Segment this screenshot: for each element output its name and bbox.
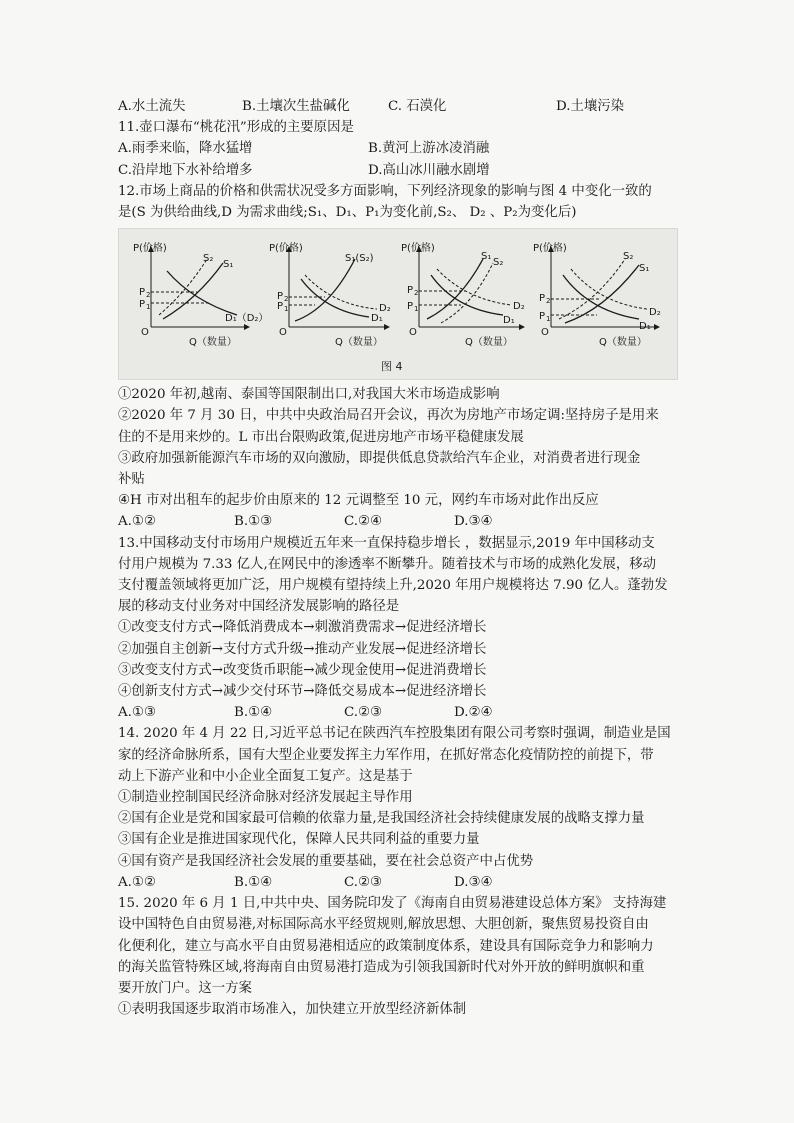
q10-option-c: C. 石漠化 [388, 99, 447, 114]
q12-answers [118, 511, 686, 532]
q10-option-d: D.土壤污染 [556, 99, 625, 114]
graph-3-s2-label: S₂ [493, 257, 504, 269]
q14-answers [118, 872, 686, 893]
graph-4-d2-curve [571, 269, 647, 309]
q15-item-1: ①表明我国逐步取消市场准入，加快建立开放型经济新体制 [118, 1002, 467, 1018]
graph-3-s1-curve [427, 259, 483, 319]
q11-options-row1 [118, 138, 686, 159]
q13-answers [118, 702, 686, 723]
q15-stem-line3: 化便利化，建立与高水平自由贸易港相适应的政策制度体系，建设具有国际竞争力和影响力 [118, 938, 654, 954]
graph-2-x-label: Q（数量） [335, 337, 383, 349]
graph-2-d1-label: D₁ [371, 313, 383, 325]
q14-item-3: ③国有企业是推进国家现代化，保障人民共同利益的重要力量 [118, 832, 480, 848]
q14-item-4: ④国有资产是我国经济社会发展的重要基础，要在社会总资产中占优势 [118, 853, 534, 869]
graph-4-y-label: P(价格) [533, 243, 567, 255]
q12-item-3-cont: 补贴 [118, 472, 145, 488]
graph-4-d1-label: D₁ [639, 321, 651, 333]
graph-2-y-label: P(价格) [269, 243, 303, 255]
graph-4-s2-label: S₂ [623, 251, 634, 263]
graph-1 [133, 241, 268, 348]
q11-option-b: B.黄河上游冰凌消融 [368, 141, 490, 157]
svg-text:2: 2 [414, 289, 419, 298]
q12-stem-line1: 12.市场上商品的价格和供需状况受多方面影响，下列经济现象的影响与图 4 中变化一致的 [118, 183, 652, 199]
graph-1-x-label: Q（数量） [189, 337, 237, 349]
svg-text:1: 1 [546, 315, 551, 324]
graph-4-p1: P [539, 311, 546, 323]
graph-4-s1-label: S₁ [639, 263, 650, 275]
graph-4-origin: O [541, 327, 549, 339]
q10-options [118, 96, 686, 117]
q13-item-1: ①改变支付方式→降低消费成本→刺激消费需求→促进经济增长 [118, 620, 487, 636]
q12-item-2: ②2020 年 7 月 30 日，中共中央政治局召开会议，再次为房地产市场定调:坚持房子是用来 [118, 408, 659, 424]
graph-3-d1-label: D₁ [503, 315, 515, 327]
q11-stem: 11.壶口瀑布“桃花汛”形成的主要原因是 [118, 120, 354, 136]
graph-4-s1-curve [565, 265, 639, 323]
graph-3-d2-label: D₂ [513, 301, 525, 313]
svg-text:2: 2 [284, 295, 289, 304]
q11-option-d: D.高山冰川融水剧增 [368, 162, 490, 178]
q14-answer-a: A.①② [118, 874, 156, 890]
graph-1-d-curve [167, 271, 237, 315]
graph-3-x-label: Q（数量） [465, 337, 513, 349]
q13-stem-line2: 付用户规模为 7.33 亿人,在网民中的渗透率不断攀升。随着技术与市场的成熟化发展，移动 [118, 556, 657, 572]
svg-text:1: 1 [414, 305, 419, 314]
svg-text:2: 2 [546, 297, 551, 306]
q12-item-2-cont: 住的不是用来炒的。L 市出台限购政策,促进房地产市场平稳健康发展 [118, 429, 524, 445]
figure-caption: 图 4 [381, 360, 403, 374]
graph-2-d2-label: D₂ [379, 303, 391, 315]
q12-stem-line2: 是(S 为供给曲线,D 为需求曲线;S₁、D₁、P₁为变化前,S₂、 D₂ 、P₂为变化后) [118, 205, 577, 221]
graph-4-p2: P [539, 293, 546, 305]
graph-3-p2: P [407, 285, 414, 297]
figure-4 [118, 228, 678, 380]
q11-option-c: C.沿岸地下水补给增多 [118, 162, 253, 178]
q12-item-4: ④H 市对出租车的起步价由原来的 12 元调整至 10 元，网约车市场对此作出反应 [118, 493, 599, 509]
q15-stem-line1: 15. 2020 年 6 月 1 日,中共中央、国务院印发了《海南自由贸易港建设总体方案》 支持海建 [118, 896, 667, 912]
q15-stem-line4: 的海关监管特殊区域,将海南自由贸易港打造成为引领我国新时代对外开放的鲜明旗帜和重 [118, 959, 645, 975]
q14-answer-d: D.③④ [454, 874, 493, 890]
q13-stem-line3: 支付覆盖领域将更加广泛，用户规模有望持续上升,2020 年用户规模将达 7.90 亿人。蓬勃发 [118, 578, 668, 594]
graph-1-s1-curve [163, 263, 223, 319]
q12-answer-b: B.①③ [234, 514, 273, 530]
q10-option-a: A.水土流失 [118, 99, 186, 114]
graph-1-y-label: P(价格) [133, 243, 167, 255]
graph-3-s1-label: S₁ [481, 251, 492, 263]
q12-answer-d: D.③④ [454, 514, 493, 530]
graph-2-p2: P [277, 291, 284, 303]
graph-1-p1: P [139, 299, 146, 311]
graph-1-p2: P [139, 287, 146, 299]
q14-item-1: ①制造业控制国民经济命脉对经济发展起主导作用 [118, 790, 413, 806]
graph-3-y-label: P(价格) [401, 243, 435, 255]
q14-answer-b: B.①④ [234, 874, 273, 890]
graph-4-x-label: Q（数量） [599, 337, 647, 349]
q14-answer-c: C.②③ [344, 874, 383, 890]
graph-1-origin: O [141, 327, 149, 339]
q13-item-3: ③改变支付方式→改变货币职能→减少现金使用→促进消费增长 [118, 662, 487, 678]
q12-answer-a: A.①② [118, 514, 156, 530]
graph-2-d2-curve [305, 275, 377, 309]
q13-answer-b: B.①④ [234, 705, 273, 721]
graph-2-origin: O [279, 327, 287, 339]
q10-option-b: B.土壤次生盐碱化 [242, 99, 350, 114]
q14-stem-line3: 动上下游产业和中小企业全面复工复产。这是基于 [118, 768, 413, 784]
q12-answer-c: C.②④ [344, 514, 383, 530]
exam-content [118, 96, 686, 1020]
q13-stem-line1: 13.中国移动支付市场用户规模近五年来一直保持稳步增长 ，数据显示,2019 年中国移动支 [118, 535, 655, 551]
q13-answer-a: A.①③ [118, 705, 156, 721]
graph-4 [533, 241, 661, 348]
graph-3-origin: O [409, 327, 417, 339]
q13-stem-line4: 展的移动支付业务对中国经济发展影响的路径是 [118, 599, 400, 615]
graph-3-s2-curve [441, 263, 493, 323]
graph-4-d1-curve [563, 275, 639, 319]
q14-stem-line2: 家的经济命脉所系，国有大型企业要发挥主力军作用，在抓好常态化疫情防控的前提下，带 [118, 747, 654, 763]
q14-stem-line1: 14. 2020 年 4 月 22 日,习近平总书记在陕西汽车控股集团有限公司考察时强调，制造业是国 [118, 726, 671, 742]
q15-stem-line5: 要开放门户。这一方案 [118, 980, 252, 996]
q13-item-4: ④创新支付方式→减少交付环节→降低交易成本→促进经济增长 [118, 684, 487, 700]
q12-item-3: ③政府加强新能源汽车市场的双向激励，即提供低息贷款给汽车企业，对消费者进行现金 [118, 450, 641, 466]
q13-item-2: ②加强自主创新→支付方式升级→推动产业发展→促进经济增长 [118, 641, 487, 657]
q15-stem-line2: 设中国特色自由贸易港,对标国际高水平经贸规则,解放思想、大胆创新，聚焦贸易投资自由 [118, 917, 649, 933]
graph-1-d-label: D₁（D₂） [225, 313, 269, 325]
q13-answer-c: C.②③ [344, 705, 383, 721]
graph-1-s1-label: S₁ [223, 259, 234, 271]
q12-item-1: ①2020 年初,越南、泰国等国限制出口,对我国大米市场造成影响 [118, 387, 500, 403]
graph-2-p1: P [277, 301, 284, 313]
graph-2 [269, 241, 391, 348]
graph-3-p1: P [407, 301, 414, 313]
svg-text:1: 1 [146, 303, 151, 312]
q11-options-row2 [118, 160, 686, 181]
graph-4-d2-label: D₂ [649, 307, 661, 319]
q11-option-a: A.雨季来临，降水猛增 [118, 141, 253, 157]
graph-1-s2-label: S₂ [203, 253, 214, 265]
q14-item-2: ②国有企业是党和国家最可信赖的依靠力量,是我国经济社会持续健康发展的战略支撑力量 [118, 811, 645, 827]
graph-2-s-label: S₁(S₂) [345, 253, 374, 265]
svg-text:2: 2 [146, 291, 151, 300]
q13-answer-d: D.②④ [454, 705, 493, 721]
svg-text:1: 1 [284, 305, 289, 314]
graph-3 [401, 241, 525, 348]
